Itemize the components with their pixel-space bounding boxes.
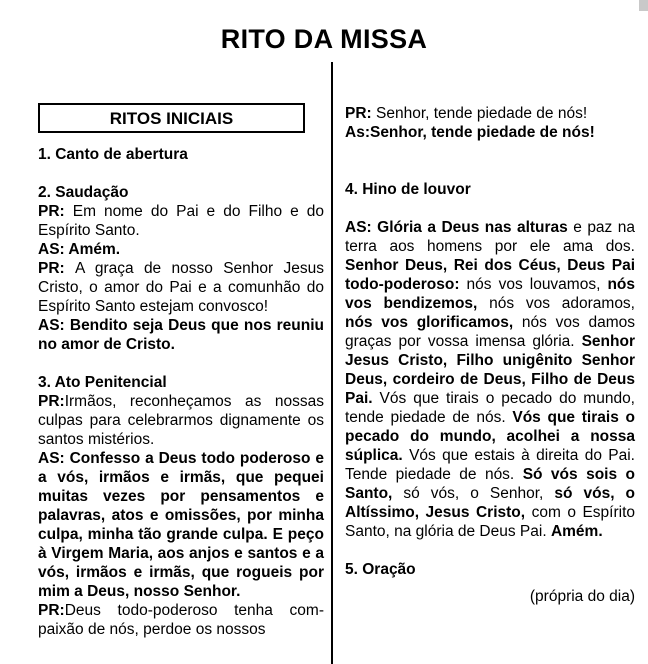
text-run-bold: 3. Ato Penitencial: [38, 374, 167, 391]
blank-line: [345, 199, 635, 218]
text-run-bold: AS: Bendito seja Deus que nos reuniu no amor de Cristo.: [38, 317, 324, 353]
text-run-bold: PR:: [345, 105, 376, 122]
text-run: Senhor, tende piedade de nós!: [376, 105, 588, 122]
text-run-bold: nós vos glorificamos,: [345, 314, 514, 331]
text-run-bold: Senhor Jesus Cristo, Filho unigênito Senhor Deus, cordeiro de Deus, Filho de Deus Pai.: [345, 333, 635, 407]
section-header-label: RITOS INICIAIS: [109, 108, 234, 128]
text-run-bold: nós vos bendizemos,: [345, 276, 635, 312]
paragraph: [38, 449, 324, 601]
text-run: nós vos damos graças por vossa imensa glória.: [345, 314, 635, 350]
text-run-bold: Vós que tirais o pecado do mundo, acolhei a nossa súplica.: [345, 409, 636, 464]
text-run: com o Espírito Santo, na glória de Deus Pai.: [345, 504, 635, 540]
paragraph: [345, 123, 635, 142]
section-header-box: [38, 103, 305, 133]
section-heading: [345, 560, 635, 579]
paragraph: [38, 316, 324, 354]
text-run-bold: AS: Confesso a Deus todo poderoso e a vós, irmãos e irmãs, que pequei muitas vezes por pensamentos e palavras, atos e omissões, por minha culpa, minha tão grande culpa. E peço à Virgem Maria, aos anjos e santos e a vós, irmãos e irmãs, que rogueis por mim a Deus, nosso Senhor.: [38, 450, 324, 600]
text-run-bold: 1. Canto de abertura: [38, 146, 188, 163]
note-line: [345, 587, 635, 606]
section-heading: [38, 183, 324, 202]
text-run-bold: PR:: [38, 602, 65, 619]
text-run: A graça de nosso Senhor Jesus Cristo, o amor do Pai e a comunhão do Espírito Santo estejam convosco!: [38, 260, 324, 315]
column-divider: [331, 62, 333, 664]
text-run-bold: PR:: [38, 203, 73, 220]
section-heading: [38, 373, 324, 392]
text-run-bold: Senhor Deus, Rei dos Céus, Deus Pai todo-poderoso:: [345, 257, 635, 293]
text-run: só vós, o Senhor,: [392, 485, 555, 502]
right-column: [345, 104, 635, 606]
text-run: Irmãos, reconheçamos as nossas culpas para celebrarmos dignamente os santos mistérios.: [38, 393, 324, 448]
page-title: RITO DA MISSA: [220, 24, 428, 54]
text-run-bold: Só vós sois o Santo,: [345, 466, 635, 502]
paragraph: [38, 392, 324, 449]
text-run: Em nome do Pai e do Filho e do Espírito Santo.: [38, 203, 325, 239]
blank-line: [345, 541, 635, 560]
text-run-bold: Amém.: [550, 523, 603, 540]
paragraph: [38, 240, 324, 259]
right-column-text: [345, 104, 635, 606]
text-run-bold: As:Senhor, tende piedade de nós!: [345, 124, 595, 141]
text-run-bold: AS: Glória a Deus nas alturas: [345, 219, 568, 236]
left-column-text: [38, 145, 324, 639]
left-column: [38, 103, 324, 639]
paragraph: [38, 202, 324, 240]
text-run: e paz na terra aos homens por ele ama dos.: [345, 219, 635, 255]
blank-line: [38, 354, 324, 373]
blank-line: [345, 161, 635, 180]
paragraph: [38, 259, 324, 316]
scrollbar-fragment: [639, 0, 648, 11]
paragraph: [345, 218, 635, 541]
text-run-bold: só vós, o Altíssimo, Jesus Cristo,: [345, 485, 636, 521]
text-run: (própria do dia): [529, 588, 635, 605]
text-run: Deus todo-poderoso tenha compaixão de nós, perdoe os nossos: [38, 602, 324, 638]
section-heading: [345, 180, 635, 199]
text-run: Vós que tirais o pecado do mundo, tende piedade de nós.: [345, 390, 635, 426]
text-run-bold: 5. Oração: [345, 561, 416, 578]
text-run-bold: PR:: [38, 260, 76, 277]
blank-line: [38, 164, 324, 183]
text-run-bold: 4. Hino de louvor: [345, 181, 471, 198]
text-run: nós vos adoramos,: [477, 295, 635, 312]
text-run: Vós que estais à direita do Pai. Tende piedade de nós.: [345, 447, 635, 483]
paragraph: [38, 601, 324, 639]
text-run-bold: AS: Amém.: [38, 241, 121, 258]
paragraph: [345, 104, 635, 123]
blank-line: [345, 142, 635, 161]
text-run: nós vos louvamos,: [459, 276, 608, 293]
text-run-bold: 2. Saudação: [38, 184, 129, 201]
text-run-bold: PR:: [38, 393, 65, 410]
section-heading: [38, 145, 324, 164]
